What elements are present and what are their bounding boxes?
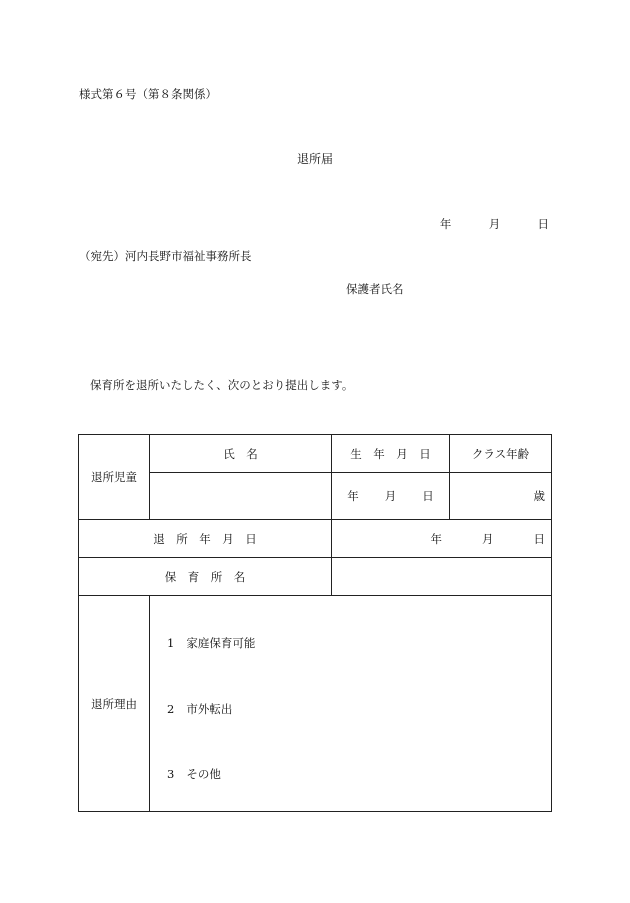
guardian-name-label: 保護者氏名 bbox=[346, 282, 404, 296]
reason-text: 家庭保育可能 bbox=[186, 636, 256, 650]
nursery-name-field[interactable] bbox=[332, 558, 551, 595]
birth-month-label: 月 bbox=[384, 489, 397, 503]
class-age-header: クラス年齢 bbox=[471, 446, 530, 461]
nursery-name-label: 保 育 所 名 bbox=[164, 569, 246, 584]
withdrawal-form-table bbox=[78, 434, 552, 812]
date-day-label: 日 bbox=[537, 217, 549, 231]
child-section-label: 退所児童 bbox=[91, 470, 137, 484]
birthdate-header: 生 年 月 日 bbox=[350, 446, 431, 461]
age-unit-label: 歳 bbox=[533, 489, 545, 503]
reason-option[interactable] bbox=[167, 636, 255, 650]
date-month-label: 月 bbox=[488, 217, 501, 231]
birth-day-label: 日 bbox=[422, 489, 434, 503]
withdraw-month-label: 月 bbox=[482, 531, 494, 546]
withdraw-day-label: 日 bbox=[533, 531, 545, 546]
form-number: 様式第６号（第８条関係） bbox=[79, 87, 217, 101]
reason-text: その他 bbox=[186, 767, 221, 781]
withdraw-year-label: 年 bbox=[430, 531, 442, 546]
name-header: 氏 名 bbox=[223, 446, 258, 461]
reason-label: 退所理由 bbox=[91, 696, 137, 711]
birth-year-label: 年 bbox=[347, 489, 359, 503]
birthdate-field[interactable] bbox=[332, 473, 449, 519]
reason-number: 2 bbox=[167, 702, 175, 716]
reason-number: 1 bbox=[167, 636, 175, 650]
reason-text: 市外転出 bbox=[186, 702, 233, 716]
date-year-label: 年 bbox=[439, 217, 452, 231]
submission-date bbox=[440, 219, 549, 231]
document-title: 退所届 bbox=[296, 152, 333, 166]
class-age-field[interactable] bbox=[450, 473, 551, 519]
withdraw-date-label: 退 所 年 月 日 bbox=[153, 531, 257, 546]
reason-option[interactable] bbox=[167, 767, 221, 781]
reason-number: 3 bbox=[167, 767, 175, 781]
withdraw-date-field[interactable] bbox=[332, 520, 551, 557]
reason-option[interactable] bbox=[167, 702, 232, 716]
child-name-field[interactable] bbox=[150, 473, 331, 519]
statement-text: 保育所を退所いたしたく、次のとおり提出します。 bbox=[90, 378, 354, 392]
addressee: （宛先）河内長野市福祉事務所長 bbox=[79, 249, 252, 263]
